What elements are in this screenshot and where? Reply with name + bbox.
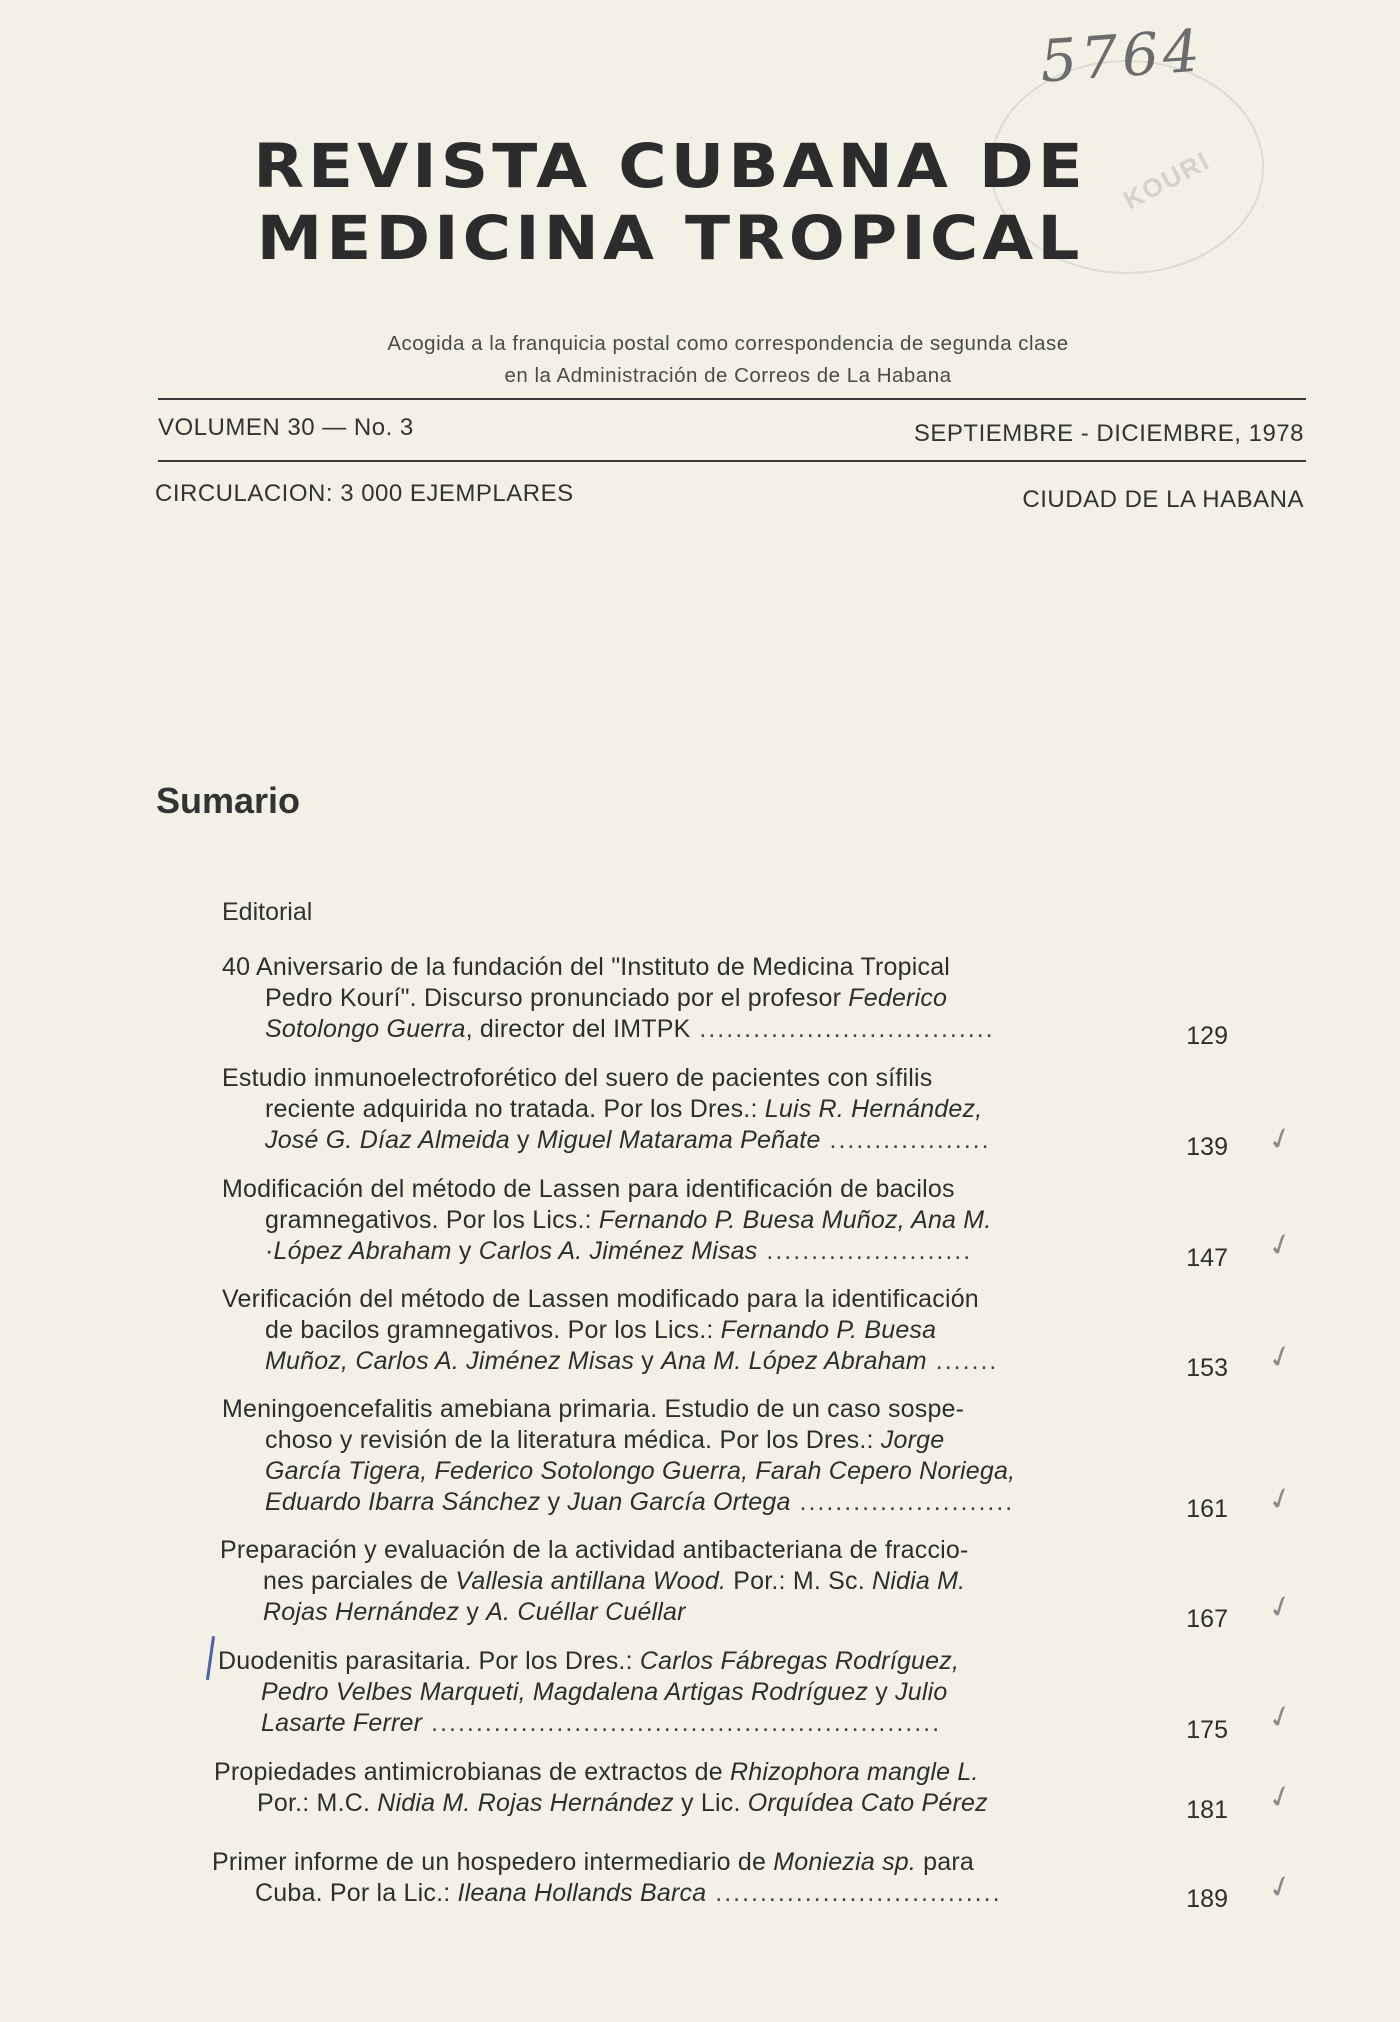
toc-entry-5-page: 161	[1186, 1495, 1228, 1523]
toc-entry-3-line-3: ·López Abraham y Carlos A. Jiménez Misas .......................	[265, 1237, 973, 1265]
toc-entry-7-line-2: Pedro Velbes Marqueti, Magdalena Artigas Rodríguez y Julio	[261, 1678, 948, 1706]
dot-leader: ..................	[820, 1126, 991, 1154]
toc-entry-4-page: 153	[1186, 1354, 1228, 1382]
toc-entry-5-line-4: Eduardo Ibarra Sánchez y Juan García Ortega ........................	[265, 1488, 1015, 1516]
toc-entry-4-line-1: Verificación del método de Lassen modificado para la identificación	[222, 1285, 979, 1313]
toc-entry-6-line-2: nes parciales de Vallesia antillana Wood. Por.: M. Sc. Nidia M.	[263, 1567, 966, 1595]
toc-entry-9-line-1: Primer informe de un hospedero intermediario de Moniezia sp. para	[212, 1848, 975, 1876]
dot-leader: .......................	[757, 1237, 973, 1265]
dot-leader: .......	[926, 1347, 999, 1375]
toc-entry-2-line-1: Estudio inmunoelectroforético del suero de pacientes con sífilis	[222, 1064, 933, 1092]
dot-leader: ................................	[706, 1879, 1002, 1907]
toc-entry-1-line-1: 40 Aniversario de la fundación del "Instituto de Medicina Tropical	[222, 953, 951, 981]
toc-entry-9-line-2: Cuba. Por la Lic.: Ileana Hollands Barca ................................	[255, 1879, 1002, 1907]
contents-heading: Sumario	[156, 780, 301, 821]
divider-top	[158, 398, 1306, 400]
toc-entry-8-line-1: Propiedades antimicrobianas de extractos de Rhizophora mangle L.	[214, 1758, 979, 1786]
handwritten-check-icon: ✓	[1263, 1867, 1298, 1908]
postal-franchise-line-1: Acogida a la franquicia postal como correspondencia de segunda clase	[387, 332, 1069, 355]
handwritten-check-icon: ✓	[1263, 1225, 1298, 1266]
toc-entry-2-line-3: José G. Díaz Almeida y Miguel Matarama Peñate ..................	[265, 1126, 991, 1154]
volume-number: VOLUMEN 30 — No. 3	[158, 414, 414, 441]
stamp-text: KOURI	[1118, 144, 1216, 216]
toc-entry-5-line-1: Meningoencefalitis amebiana primaria. Estudio de un caso sospe-	[222, 1395, 965, 1423]
toc-entry-3-line-2: gramnegativos. Por los Lics.: Fernando P. Buesa Muñoz, Ana M.	[265, 1206, 992, 1234]
handwritten-number: 5764	[1037, 16, 1206, 96]
toc-entry-7-line-3: Lasarte Ferrer .........................................................	[261, 1709, 942, 1737]
toc-entry-7-page: 175	[1186, 1716, 1228, 1744]
toc-entry-4-line-2: de bacilos gramnegativos. Por los Lics.: Fernando P. Buesa	[265, 1316, 937, 1344]
toc-entry-7-line-1: Duodenitis parasitaria. Por los Dres.: Carlos Fábregas Rodríguez,	[218, 1647, 960, 1675]
divider-bottom	[158, 460, 1306, 462]
handwritten-check-icon: ✓	[1263, 1777, 1298, 1818]
issue-date: SEPTIEMBRE - DICIEMBRE, 1978	[913, 420, 1304, 447]
margin-pen-mark	[206, 1636, 215, 1680]
journal-title-line-2: MEDICINA TROPICAL	[256, 203, 1084, 274]
toc-entry-1-line-2: Pedro Kourí". Discurso pronunciado por el profesor Federico	[265, 984, 948, 1012]
city: CIUDAD DE LA HABANA	[1022, 486, 1304, 513]
dot-leader: ........................	[790, 1488, 1015, 1516]
toc-entry-6-line-1: Preparación y evaluación de la actividad antibacteriana de fraccio-	[220, 1536, 969, 1564]
editorial-heading: Editorial	[222, 898, 313, 926]
toc-entry-6-line-3: Rojas Hernández y A. Cuéllar Cuéllar	[263, 1598, 686, 1626]
handwritten-check-icon: ✓	[1263, 1697, 1298, 1738]
toc-entry-1-line-3: Sotolongo Guerra, director del IMTPK .................................	[265, 1015, 995, 1043]
toc-entry-5-line-3: García Tigera, Federico Sotolongo Guerra, Farah Cepero Noriega,	[265, 1457, 1016, 1485]
postal-franchise-line-2: en la Administración de Correos de La Habana	[504, 364, 952, 387]
dot-leader: .................................	[690, 1015, 995, 1043]
handwritten-check-icon: ✓	[1263, 1119, 1298, 1160]
dot-leader: .........................................................	[422, 1709, 942, 1737]
toc-entry-3-page: 147	[1186, 1244, 1228, 1272]
toc-entry-1-page: 129	[1186, 1022, 1228, 1050]
toc-entry-2-line-2: reciente adquirida no tratada. Por los Dres.: Luis R. Hernández,	[265, 1095, 983, 1123]
toc-entry-9-page: 189	[1186, 1885, 1228, 1913]
toc-entry-6-page: 167	[1186, 1605, 1228, 1633]
handwritten-check-icon: ✓	[1263, 1479, 1298, 1520]
handwritten-check-icon: ✓	[1263, 1587, 1298, 1628]
circulation: CIRCULACION: 3 000 EJEMPLARES	[155, 480, 574, 507]
journal-title-line-1: REVISTA CUBANA DE	[253, 131, 1087, 202]
toc-entry-3-line-1: Modificación del método de Lassen para identificación de bacilos	[222, 1175, 955, 1203]
toc-entry-8-page: 181	[1186, 1796, 1228, 1824]
handwritten-check-icon: ✓	[1263, 1337, 1298, 1378]
toc-entry-5-line-2: choso y revisión de la literatura médica. Por los Dres.: Jorge	[265, 1426, 945, 1454]
toc-entry-2-page: 139	[1186, 1133, 1228, 1161]
toc-entry-8-line-2: Por.: M.C. Nidia M. Rojas Hernández y Lic. Orquídea Cato Pérez	[257, 1789, 988, 1817]
toc-entry-4-line-3: Muñoz, Carlos A. Jiménez Misas y Ana M. López Abraham .......	[265, 1347, 999, 1375]
